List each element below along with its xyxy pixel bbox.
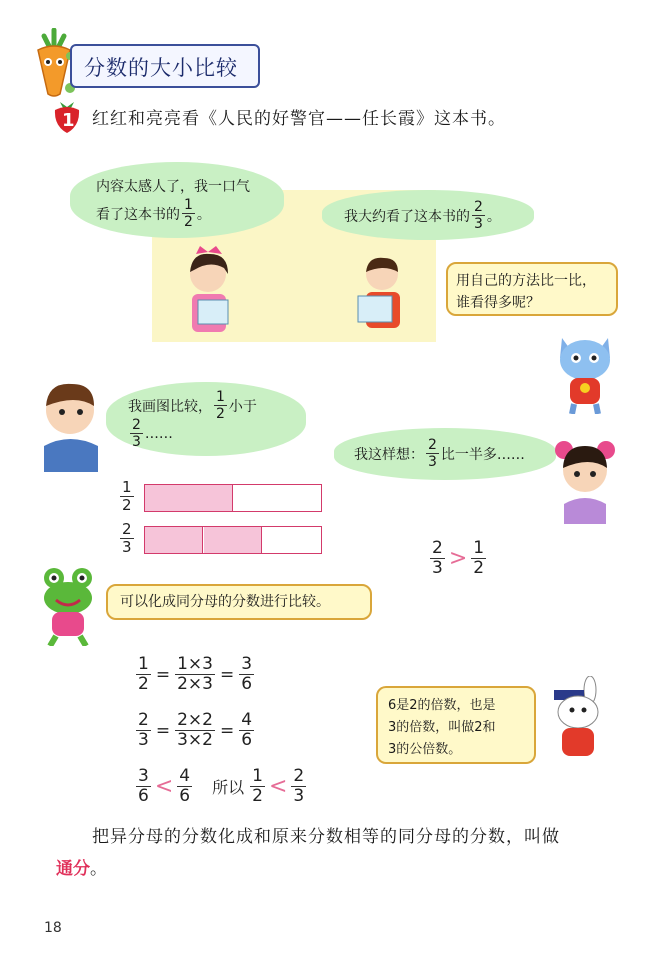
denominator: 3 [428,454,437,470]
numerator: 2 [474,199,483,215]
denominator: 3 [122,538,132,556]
note-rabbit-line3: 3的公倍数。 [388,742,462,757]
bubble-boy2-line1 [128,390,257,421]
fraction [182,198,195,229]
denominator: 3 [138,730,149,750]
bar-segment-empty [233,485,320,511]
numerator: 1 [122,478,132,496]
fraction [472,200,485,231]
numerator: 4 [241,710,253,730]
bubble-boy-prefix: 我大约看了这本书的 [344,208,470,225]
calc-line-1 [134,656,256,693]
fraction [250,768,265,805]
bubble-girl2-suffix: 比一半多…… [440,446,525,463]
equals-sign: = [219,720,235,741]
numerator: 2 [293,766,305,786]
denominator: 2 [473,558,485,578]
note-rabbit-line2: 3的倍数，叫做2和 [388,720,496,735]
calc-line-3 [134,768,308,805]
fraction [177,768,192,805]
note-frog-text: 可以化成同分母的分数进行比较。 [120,594,330,610]
denominator: 2×3 [177,674,213,694]
definition-second-line [56,854,107,879]
fraction-bar [144,526,322,554]
numerator: 2 [132,417,141,433]
denominator: 3 [293,786,305,806]
bubble-girl2-text [354,438,525,469]
numerator: 2×2 [177,710,213,730]
less-than-sign: < [268,774,288,799]
denominator: 3 [474,216,483,232]
bar-segment-filled [145,485,233,511]
denominator: 2 [184,214,193,230]
girl-thinking-illustration [550,434,620,524]
fraction [426,438,439,469]
bar-segment-filled [145,527,203,553]
numerator: 1 [184,197,193,213]
denominator: 2 [122,496,132,514]
numerator: 1 [473,538,485,558]
denominator: 2 [138,674,149,694]
denominator: 3×2 [177,730,213,750]
note-rabbit-line1: 6是2的倍数，也是 [388,698,496,713]
calc-line-2 [134,712,256,749]
boy-thinking-illustration [36,376,106,472]
bubble-boy2-line2 [128,418,173,449]
fraction [136,712,151,749]
bubble-boy2-middle: 小于 [228,398,257,415]
frog-mascot-icon [40,566,96,646]
page-number: 18 [44,920,62,936]
bubble-girl-line2-prefix: 看了这本书的 [96,206,180,223]
denominator: 2 [216,406,225,422]
therefore-text: 所以 [212,778,245,797]
numerator: 2 [432,538,443,558]
fraction [175,712,215,749]
problem-text: 红红和亮亮看《人民的好警官——任长霞》这本书。 [92,109,506,129]
numerator: 2 [428,437,437,453]
definition-end: 。 [90,859,107,879]
denominator: 6 [179,786,191,806]
definition-text: 把异分母的分数化成和原来分数相等的同分母的分数，叫做 [92,827,560,847]
bar-segment-filled [204,527,262,553]
fraction [136,768,151,805]
section-title: 分数的大小比较 [84,56,238,80]
fraction [175,656,215,693]
equals-sign: = [155,664,171,685]
fraction [130,418,143,449]
denominator: 6 [138,786,149,806]
numerator: 4 [179,766,191,786]
numerator: 1 [138,654,149,674]
denominator: 3 [432,558,443,578]
bar-label-fraction [120,522,134,555]
boy-reading-illustration [354,252,414,332]
denominator: 2 [252,786,263,806]
bubble-girl-line2 [96,198,211,229]
numerator: 2 [122,520,132,538]
note-cat-line2: 谁看得多呢？ [456,295,540,311]
fraction [214,390,227,421]
numerator: 1 [216,389,225,405]
denominator: 3 [132,434,141,450]
fraction [430,540,445,577]
fraction [471,540,486,577]
bubble-girl2-prefix: 我这样想： [354,446,424,463]
numerator: 1 [252,766,263,786]
rabbit-mascot-icon [546,676,612,762]
bar-segment-empty [262,527,319,553]
numerator: 3 [138,766,149,786]
fraction [239,712,254,749]
greater-than-sign: > [448,546,468,571]
fraction [239,656,254,693]
numerator: 1×3 [177,654,213,674]
denominator: 6 [241,730,253,750]
girl-reading-illustration [178,246,242,336]
bubble-boy2-suffix: …… [144,425,173,442]
equals-sign: = [219,664,235,685]
cat-mascot-icon [552,330,618,414]
problem-number: 1 [62,110,75,131]
fraction [136,656,151,693]
denominator: 6 [241,674,253,694]
bubble-girl-suffix: 。 [196,206,211,223]
compare-result [428,540,488,577]
numerator: 3 [241,654,253,674]
numerator: 2 [138,710,149,730]
fraction-bar [144,484,322,512]
equals-sign: = [155,720,171,741]
bubble-boy-suffix: 。 [486,208,501,225]
fraction [291,768,306,805]
definition-term: 通分 [56,859,90,879]
note-cat-line1: 用自己的方法比一比， [456,273,596,289]
bubble-girl-line1: 内容太感人了，我一口气 [96,179,250,195]
bubble-boy2-prefix: 我画图比较， [128,398,212,415]
bar-label-fraction [120,480,134,513]
bubble-boy-text [344,200,501,231]
less-than-sign: < [154,774,174,799]
